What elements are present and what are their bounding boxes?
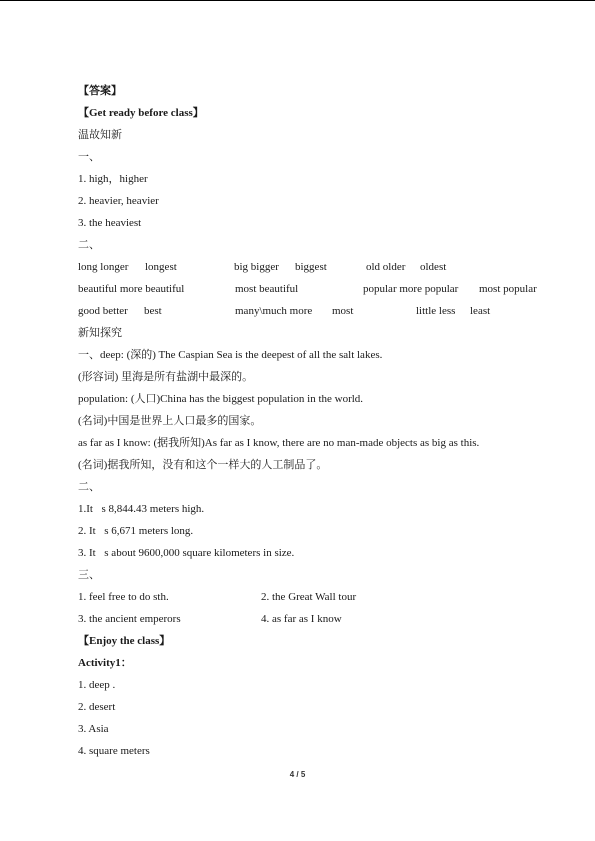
example-line: (形容词) 里海是所有盐湖中最深的。 [78,371,254,383]
page-number: 4 / 5 [289,770,306,779]
phrase-row [78,608,548,630]
section-heading-enjoy: 【Enjoy the class】 [78,635,171,647]
example-line: population: (人口)China has the biggest population in the world. [78,393,364,405]
comparison-cell: oldest [420,261,447,273]
comparison-cell: big bigger [234,261,279,273]
list-item: 1.It s 8,844.43 meters high. [78,503,205,515]
comparison-cell: popular more popular [363,283,459,295]
comparison-cell: most popular [479,283,537,295]
part-two-b-label: 二、 [78,481,100,493]
comparison-cell: longest [145,261,177,273]
comparison-cell: least [470,305,491,317]
comparison-row [78,300,548,322]
section-heading-get-ready: 【Get ready before class】 [78,107,204,119]
list-item: 3. the heaviest [78,217,142,229]
list-item: 3. Asia [78,723,109,735]
comparison-cell: long longer [78,261,129,273]
part-two-label: 二、 [78,239,100,251]
answer-heading: 【答案】 [78,85,122,97]
comparison-cell: most [332,305,354,317]
part-one-label: 一、 [78,151,100,163]
new-knowledge-label: 新知探究 [78,327,122,339]
list-item: 2. desert [78,701,116,713]
phrase-cell: 1. feel free to do sth. [78,591,169,603]
list-item: 3. It s about 9600,000 square kilometers in size. [78,547,295,559]
example-line: 一、deep: (深的) The Caspian Sea is the deepest of all the salt lakes. [78,349,383,361]
comparison-cell: many\much more [235,305,313,317]
comparison-row [78,256,548,278]
phrase-cell: 4. as far as I know [261,613,342,625]
example-line: (名词)中国是世界上人口最多的国家。 [78,415,262,427]
top-rule [0,0,595,1]
example-line: as far as I know: (据我所知)As far as I know, there are no man-made objects as big as this. [78,437,480,449]
comparison-cell: old older [366,261,406,273]
comparison-cell: good better [78,305,128,317]
list-item: 1. deep . [78,679,116,691]
list-item: 4. square meters [78,745,150,757]
document-body [78,80,548,762]
phrase-row [78,586,548,608]
list-item: 2. heavier, heavier [78,195,159,207]
part-three-label: 三、 [78,569,100,581]
comparison-cell: beautiful more beautiful [78,283,185,295]
phrase-cell: 3. the ancient emperors [78,613,181,625]
example-line: (名词)据我所知，没有和这个一样大的人工制品了。 [78,459,328,471]
review-label: 温故知新 [78,129,122,141]
comparison-row [78,278,548,300]
comparison-cell: little less [416,305,456,317]
comparison-cell: best [144,305,162,317]
list-item: 1. high，higher [78,173,148,185]
list-item: 2. It s 6,671 meters long. [78,525,194,537]
comparison-cell: most beautiful [235,283,299,295]
comparison-cell: biggest [295,261,327,273]
phrase-cell: 2. the Great Wall tour [261,591,357,603]
activity-label: Activity1： [78,657,132,669]
